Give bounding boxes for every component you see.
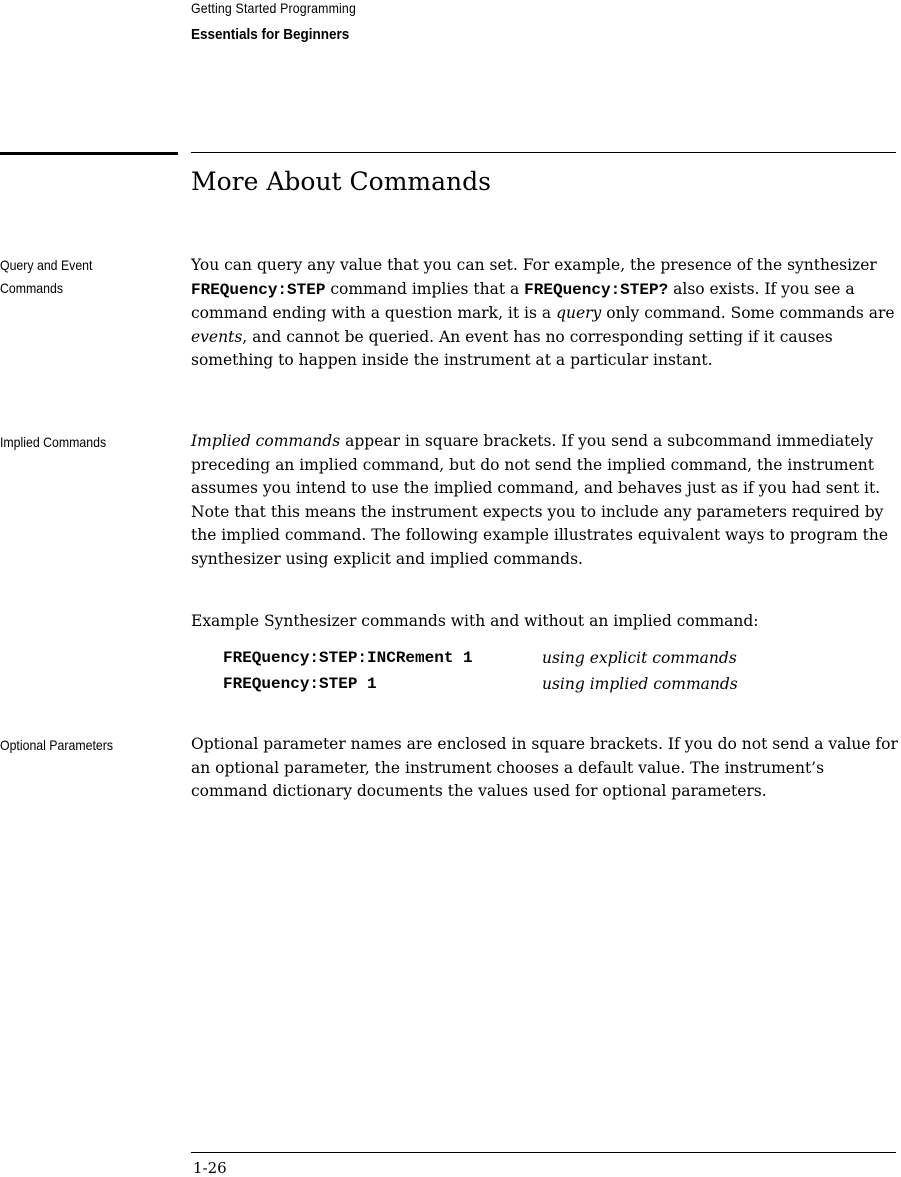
- sidebar-label-implied: Implied Commands: [0, 434, 107, 450]
- running-header-section: Essentials for Beginners: [191, 26, 350, 43]
- example-command: FREQuency:STEP 1: [223, 675, 377, 693]
- section-rule-thin: [191, 152, 896, 153]
- paragraph-text: command implies that a: [325, 279, 525, 298]
- footer-rule: [191, 1152, 896, 1153]
- paragraph-text: You can query any value that you can set. For example, the presence of the synthesizer: [191, 256, 877, 274]
- paragraph-implied: [191, 430, 901, 572]
- example-intro: Example Synthesizer commands with and without an implied command:: [191, 612, 759, 630]
- section-title: More About Commands: [191, 167, 491, 196]
- paragraph-text: , and cannot be queried. An event has no corresponding setting if it causes something to happen inside the instrument at a particular instant.: [191, 327, 833, 370]
- section-rule-thick: [0, 152, 178, 155]
- example-command: FREQuency:STEP:INCRement 1: [223, 649, 473, 667]
- paragraph-optional: Optional parameter names are enclosed in square brackets. If you do not send a value for an optional parameter, the instrument chooses a default value. The instrument’s command dictionary documents the values used for optional parameters.: [191, 735, 898, 801]
- sidebar-label-line: Commands: [0, 280, 64, 296]
- paragraph-text: only command. Some commands are: [601, 304, 895, 323]
- running-header-chapter: Getting Started Programming: [191, 0, 356, 16]
- example-note: using explicit commands: [542, 649, 737, 667]
- inline-code: FREQuency:STEP: [191, 280, 326, 299]
- inline-code: FREQuency:STEP?: [524, 280, 669, 299]
- emphasis-text: Implied commands: [191, 432, 341, 450]
- paragraph-text: appear in square brackets. If you send a subcommand immediately preceding an implied command, but do not send the implied command, the instrument assumes you intend to use the implied command, and behaves just as if you had sent it. Note that this means the instrument expects you to include any parameters required by the implied command. The following example illustrates equivalent ways to program the synthesizer using explicit and implied commands.: [191, 432, 889, 568]
- emphasis-text: query: [556, 304, 602, 323]
- paragraph-text: also exists. If you see a command ending with a question mark, it is a: [191, 279, 855, 323]
- sidebar-label-line: Query and Event: [0, 257, 93, 273]
- sidebar-label-optional: Optional Parameters: [0, 737, 113, 753]
- page-number: 1-26: [193, 1159, 227, 1177]
- sidebar-label-query-events: [0, 254, 150, 300]
- paragraph-query-events: [191, 254, 901, 373]
- emphasis-text: events: [191, 327, 243, 346]
- example-note: using implied commands: [542, 675, 738, 693]
